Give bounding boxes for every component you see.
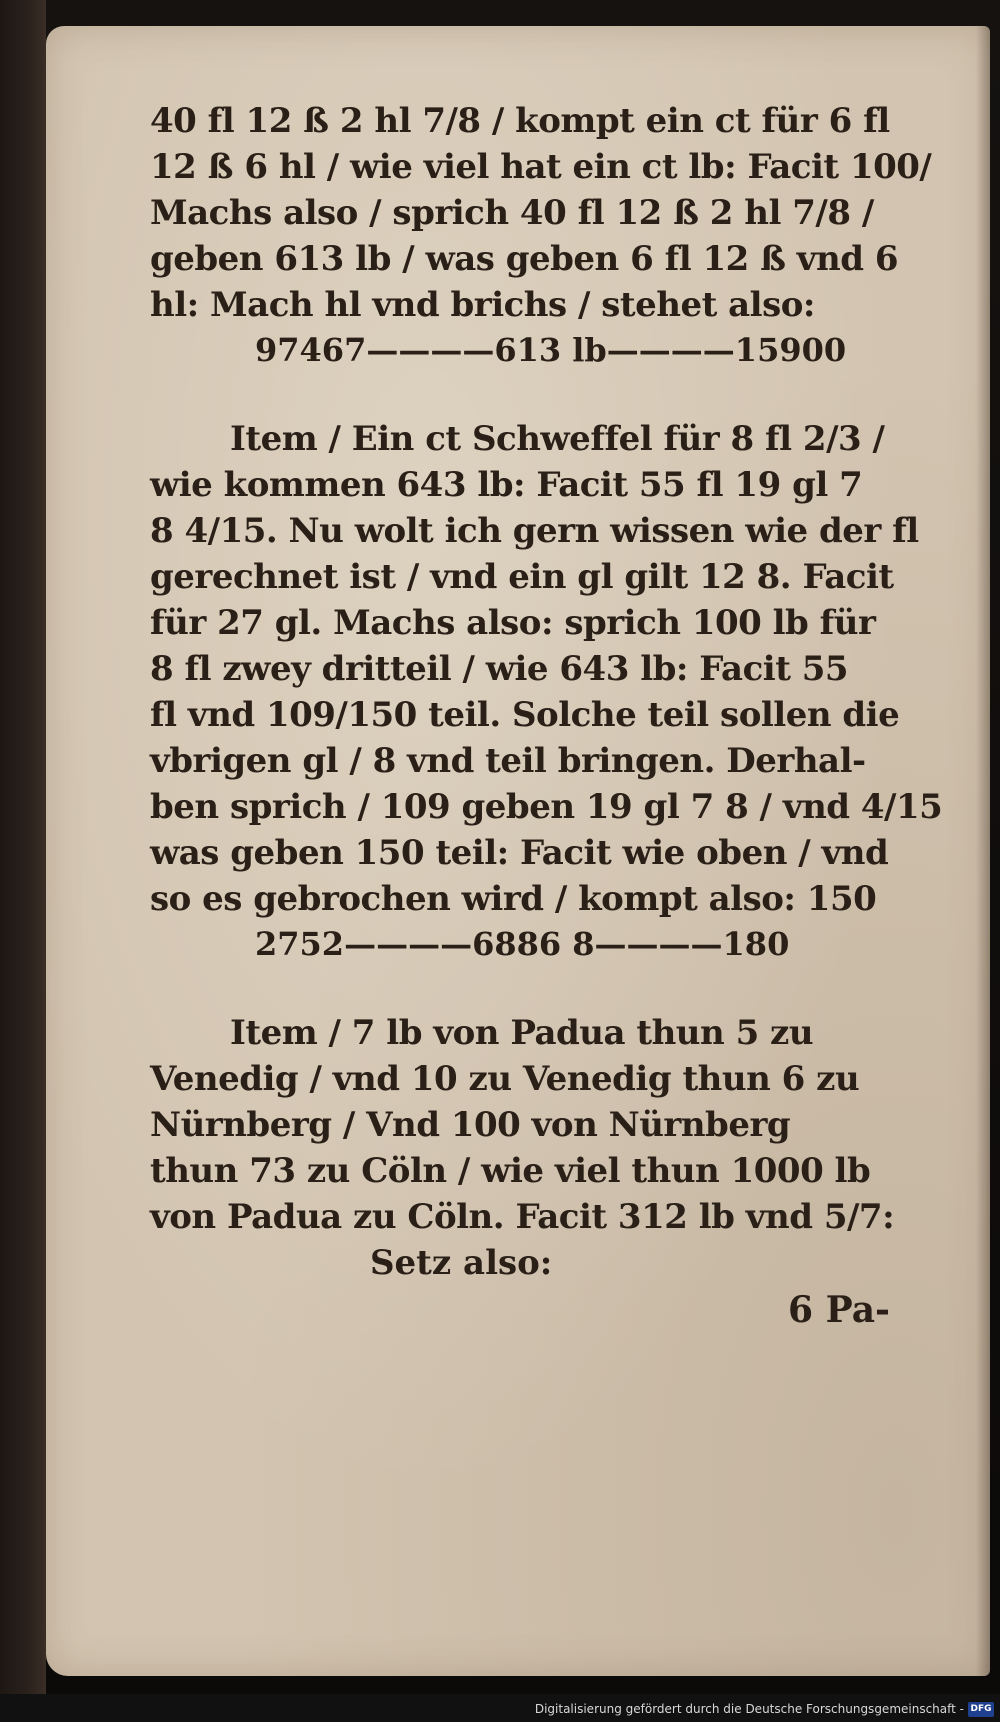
paragraph-1: [150, 98, 932, 372]
dfg-logo-icon: DFG: [968, 1702, 994, 1717]
funding-credit: Digitalisierung gefördert durch die Deutsche Forschungsgemeinschaft -: [534, 1702, 964, 1716]
text-line: von Padua zu Cöln. Facit 312 lb vnd 5/7:: [150, 1197, 895, 1237]
text-line: 8 4/15. Nu wolt ich gern wissen wie der fl: [150, 511, 919, 551]
text-line: Item / Ein ct Schweffel für 8 fl 2/3 /: [230, 419, 885, 459]
text-line: fl vnd 109/150 teil. Solche teil sollen die: [150, 695, 900, 735]
proportion-line: 2752————6886 8————180: [255, 925, 790, 963]
paragraph-3: [150, 1010, 920, 1286]
text-line: 12 ß 6 hl / wie viel hat ein ct lb: Facit 100/: [150, 147, 932, 187]
setz-line: Setz also:: [370, 1243, 553, 1283]
text-line: Venedig / vnd 10 zu Venedig thun 6 zu: [150, 1059, 860, 1099]
text-line: thun 73 zu Cöln / wie viel thun 1000 lb: [150, 1151, 871, 1191]
text-line: Machs also / sprich 40 fl 12 ß 2 hl 7/8 /: [150, 193, 874, 233]
text-line: ben sprich / 109 geben 19 gl 7 8 / vnd 4/15: [150, 787, 943, 827]
text-line: Nürnberg / Vnd 100 von Nürnberg: [150, 1105, 791, 1145]
page-edge: [976, 26, 990, 1676]
page-text: [150, 98, 943, 1334]
text-line: 8 fl zwey dritteil / wie 643 lb: Facit 55: [150, 649, 849, 689]
text-line: 40 fl 12 ß 2 hl 7/8 / kompt ein ct für 6 fl: [150, 101, 890, 141]
text-line: wie kommen 643 lb: Facit 55 fl 19 gl 7: [150, 465, 863, 505]
text-line: geben 613 lb / was geben 6 fl 12 ß vnd 6: [150, 239, 899, 279]
catchword: 6 Pa-: [788, 1289, 890, 1331]
text-line: Item / 7 lb von Padua thun 5 zu: [230, 1013, 814, 1053]
text-line: vbrigen gl / 8 vnd teil bringen. Derhal-: [150, 741, 866, 781]
paragraph-2: [150, 416, 943, 966]
text-line: hl: Mach hl vnd brichs / stehet also:: [150, 285, 815, 325]
paragraph-gap: [150, 966, 920, 1010]
book-spine: [0, 0, 46, 1722]
paragraph-gap: [150, 372, 920, 416]
text-line: was geben 150 teil: Facit wie oben / vnd: [150, 833, 889, 873]
text-line: so es gebrochen wird / kompt also: 150: [150, 879, 877, 919]
footer-bar: [0, 1694, 1000, 1722]
proportion-line: 97467————613 lb————15900: [255, 331, 847, 369]
text-line: für 27 gl. Machs also: sprich 100 lb für: [150, 603, 876, 643]
text-line: gerechnet ist / vnd ein gl gilt 12 8. Facit: [150, 557, 894, 597]
